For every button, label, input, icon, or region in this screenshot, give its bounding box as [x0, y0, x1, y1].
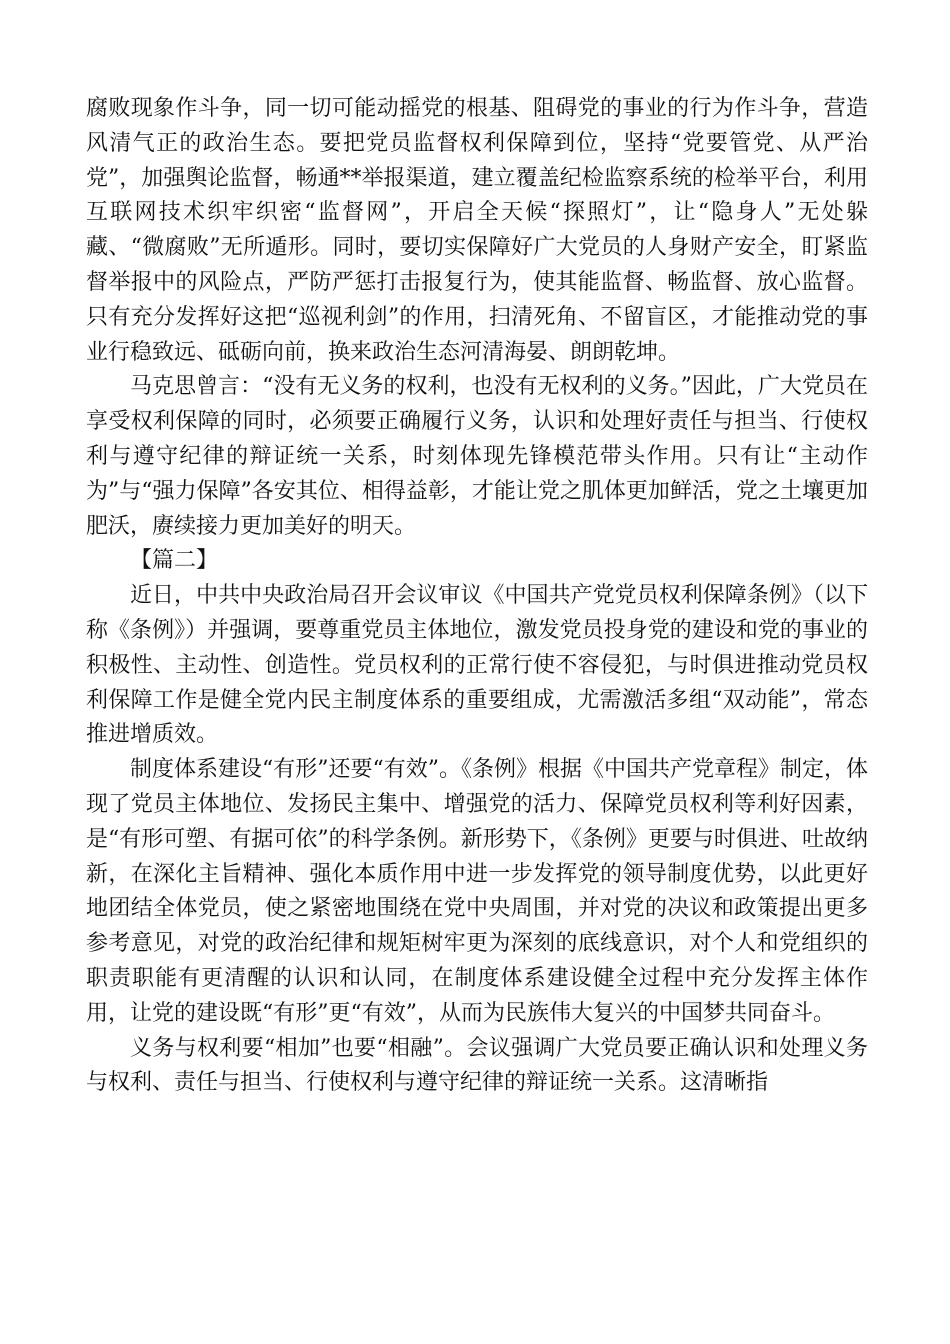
paragraph-continuation: 腐败现象作斗争，同一切可能动摇党的根基、阻碍党的事业的行为作斗争，营造风清气正的政治生态。要把党员监督权利保障到位，坚持“党要管党、从严治党”，加强舆论监督，畅通**举报渠道，建立覆盖纪检监察系统的检举平台，利用互联网技术织牢织密“监督网”，开启全天候“探照灯”，让“隐身人”无处躲藏、“微腐败”无所遁形。同时，要切实保障好广大党员的人身财产安全，盯紧监督举报中的风险点，严防严惩打击报复行为，使其能监督、畅监督、放心监督。只有充分发挥好这把“巡视利剑”的作用，扫清死角、不留盲区，才能推动党的事业行稳致远、砥砺向前，换来政治生态河清海晏、朗朗乾坤。: [86, 96, 868, 365]
section-heading: 【篇二】: [130, 548, 219, 574]
paragraph-duty-and-rights: 义务与权利要“相加”也要“相融”。会议强调广大党员要正确认识和处理义务与权利、责任与担当、行使权利与遵守纪律的辩证统一关系。这清晰指: [86, 1035, 868, 1096]
paragraph-system-building: 制度体系建设“有形”还要“有效”。《条例》根据《中国共产党章程》制定，体现了党员主体地位、发扬民主集中、增强党的活力、保障党员权利等利好因素，是“有形可塑、有据可依”的科学条例。新形势下，《条例》更要与时俱进、吐故纳新，在深化主旨精神、强化本质作用中进一步发挥党的领导制度优势，以此更好地团结全体党员，使之紧密地围绕在党中央周围，并对党的决议和政策提出更多参考意见，对党的政治纪律和规矩树牢更为深刻的底线意识，对个人和党组织的职责职能有更清醒的认识和认同，在制度体系建设健全过程中充分发挥主体作用，让党的建设既“有形”更“有效”，从而为民族伟大复兴的中国梦共同奋斗。: [86, 757, 868, 1026]
document-page: [86, 92, 868, 1101]
paragraph-marx-quote: 马克思曾言：“没有无义务的权利，也没有无权利的义务。”因此，广大党员在享受权利保障的同时，必须要正确履行义务，认识和处理好责任与担当、行使权利与遵守纪律的辩证统一关系，时刻体现先锋模范带头作用。只有让“主动作为”与“强力保障”各安其位、相得益彰，才能让党之肌体更加鲜活，党之土壤更加肥沃，赓续接力更加美好的明天。: [86, 374, 868, 539]
paragraph-regulation-review: 近日，中共中央政治局召开会议审议《中国共产党党员权利保障条例》（以下称《条例》）并强调，要尊重党员主体地位，激发党员投身党的建设和党的事业的积极性、主动性、创造性。党员权利的正常行使不容侵犯，与时俱进推动党员权利保障工作是健全党内民主制度体系的重要组成，尤需激活多组“双动能”，常态推进增质效。: [86, 583, 868, 748]
